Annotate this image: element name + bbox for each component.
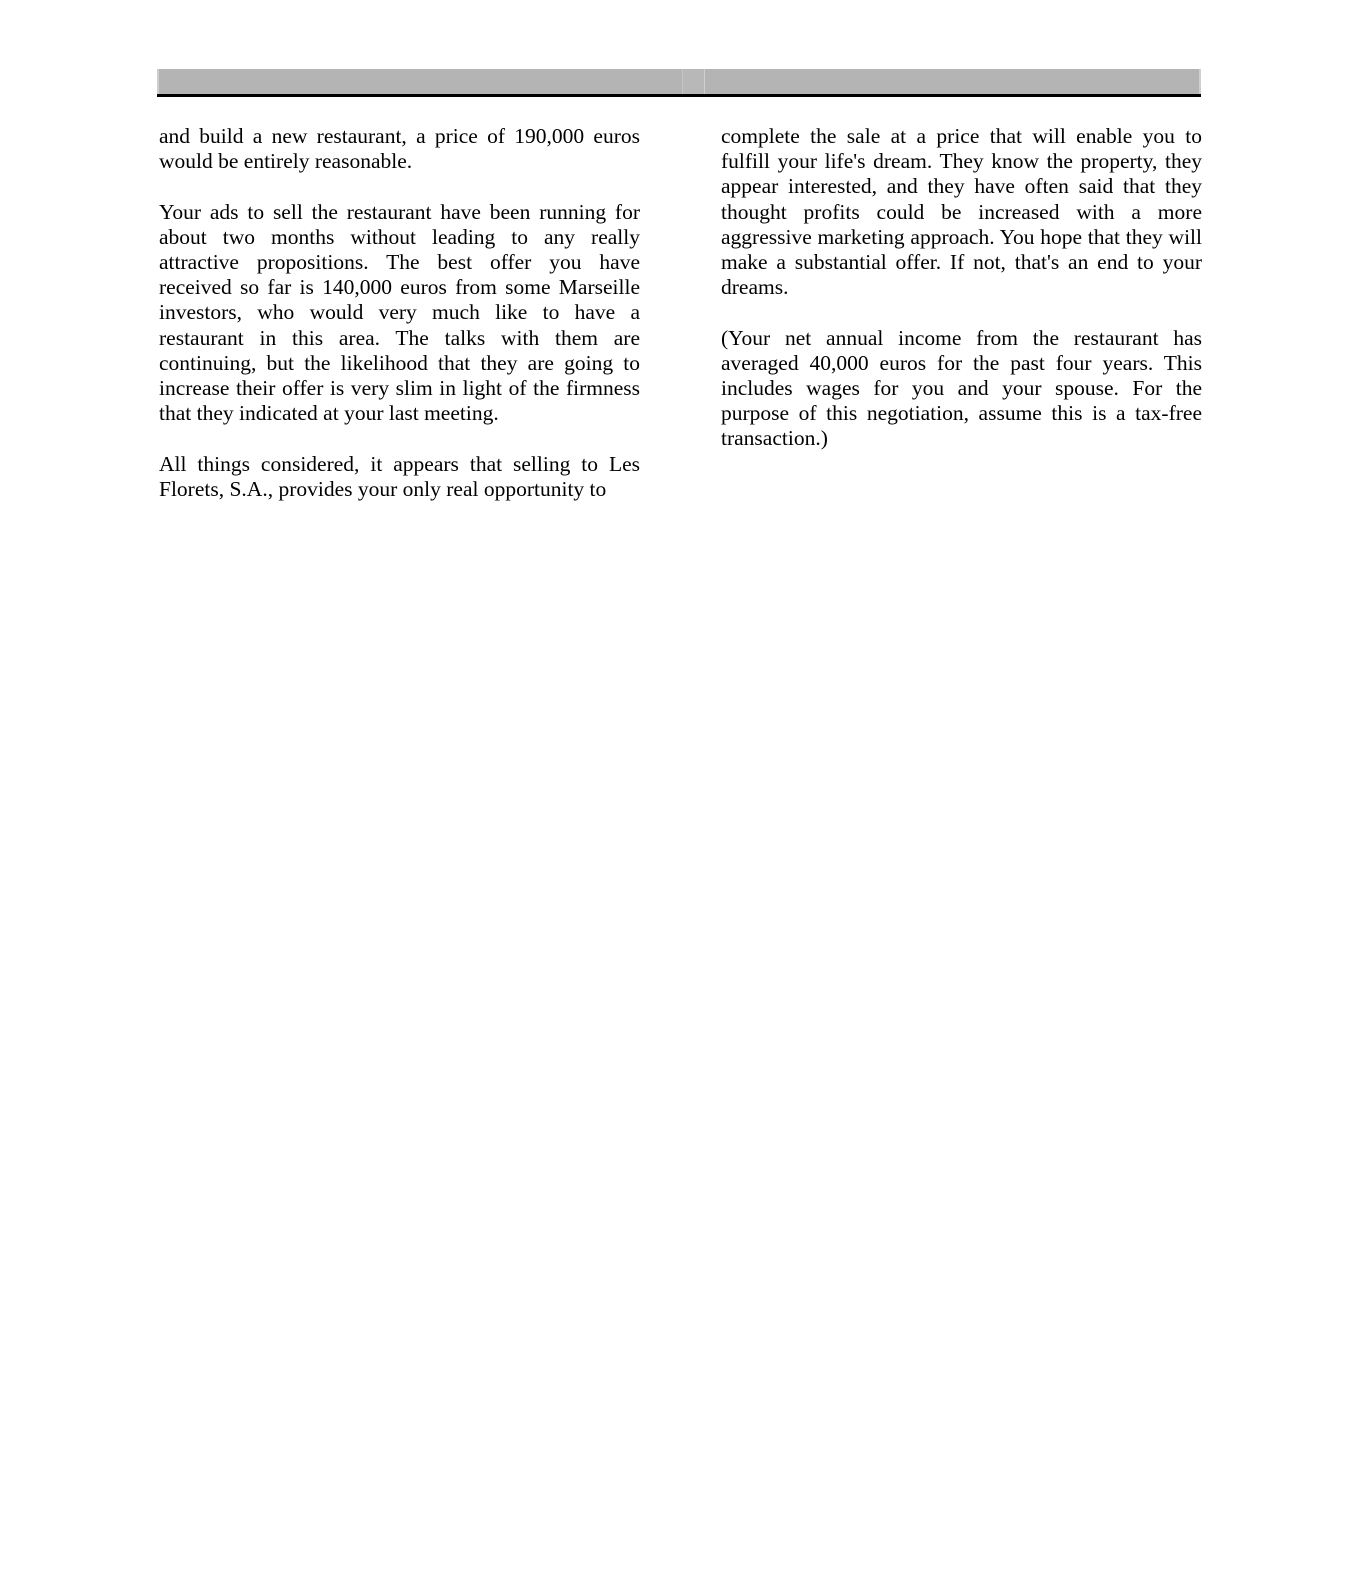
paragraph: complete the sale at a price that will enable you to fulfill your life's dream. They know the property, they appear interested, and they have often said that they thought profits could be increased with a more aggressive marketing approach. You hope that they will make a substantial offer. If not, that's an end to your dreams. <box>721 124 1202 300</box>
header-band-right <box>705 69 1201 95</box>
paragraph: All things considered, it appears that selling to Les Florets, S.A., provides your only real opportunity to <box>159 451 640 501</box>
paragraph: and build a new restaurant, a price of 190,000 euros would be entirely reasonable. <box>159 124 640 174</box>
left-column <box>159 124 640 527</box>
header-rule <box>157 94 1201 97</box>
right-column <box>721 124 1202 477</box>
header-band-left <box>157 69 683 95</box>
header-band-gap <box>683 69 705 95</box>
page-header-band <box>157 69 1201 95</box>
paragraph: Your ads to sell the restaurant have been running for about two months without leading to any really attractive propositions. The best offer you have received so far is 140,000 euros from some Marseille investors, who would very much like to have a restaurant in this area. The talks with them are continuing, but the likelihood that they are going to increase their offer is very slim in light of the firmness that they indicated at your last meeting. <box>159 199 640 426</box>
paragraph: (Your net annual income from the restaurant has averaged 40,000 euros for the past four years. This includes wages for you and your spouse. For the purpose of this negotiation, assume this is a tax-free transaction.) <box>721 325 1202 451</box>
